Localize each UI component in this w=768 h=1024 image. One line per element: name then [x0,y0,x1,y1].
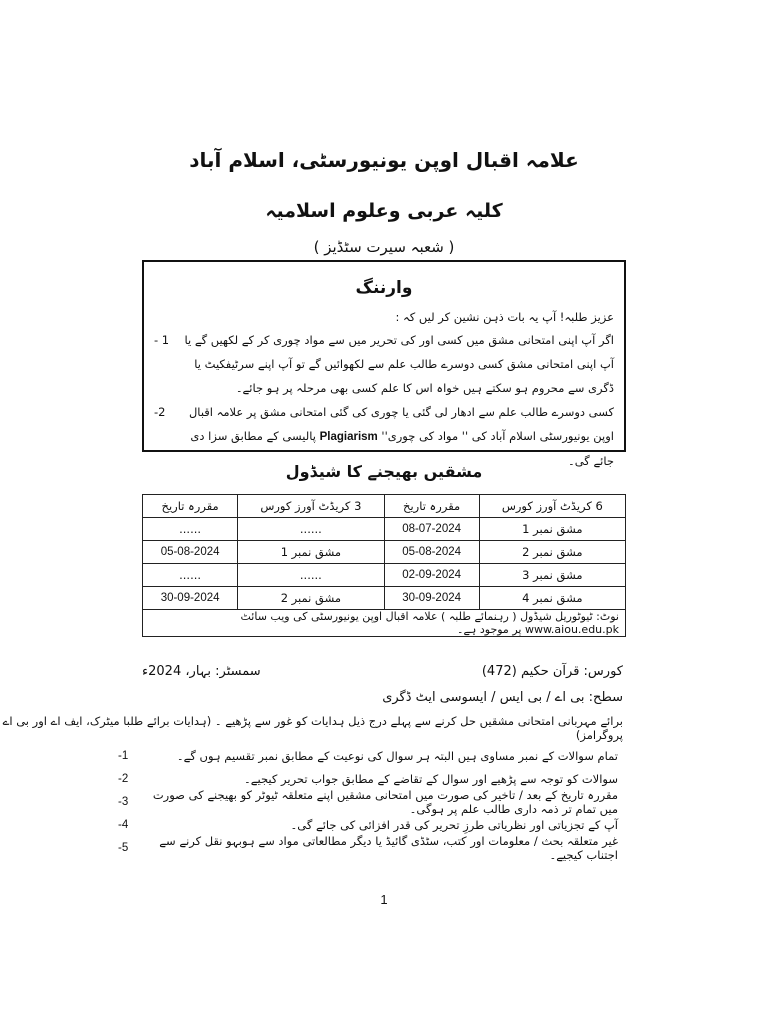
university-title: علامہ اقبال اوپن یونیورسٹی، اسلام آباد [189,148,579,172]
table-cell: ...... [143,518,238,541]
instruction-number: -4 [118,818,129,831]
column-header: 6 کریڈٹ آورز کورس [479,495,625,518]
warning-item-text-after: پالیسی کے مطابق سزا دی جائے گی۔ [190,429,614,468]
table-cell: 05-08-2024 [143,541,238,564]
instruction-text: آپ کے تجزیاتی اور نظریاتی طرزِ تحریر کی قدر افزائی کی جائے گی۔ [290,817,618,832]
list-item [118,744,618,767]
table-cell: مشق نمبر 1 [479,518,625,541]
warning-item-number: - 1 [154,333,170,347]
warning-item-1 [154,328,614,400]
table-header-row [143,495,626,518]
column-header: مقررہ تاریخ [143,495,238,518]
table-cell: مشق نمبر 2 [479,541,625,564]
instruction-number: -2 [118,772,129,785]
schedule-note: نوٹ: ٹیوٹوریل شیڈول ( رہنمائے طلبہ ) علامہ اقبال اوپن یونیورسٹی کی ویب سائٹ www.aiou.edu.pk پر موجود ہے۔ [143,610,626,637]
warning-intro: عزیز طلبہ! آپ یہ بات ذہن نشین کر لیں کہ : [395,310,614,324]
table-cell: 02-09-2024 [384,564,479,587]
page-number: 1 [380,892,388,907]
table-cell: 30-09-2024 [143,587,238,610]
schedule-title: مشقیں بھیجنے کا شیڈول [285,462,483,481]
column-header: مقررہ تاریخ [384,495,479,518]
table-cell: ...... [238,518,384,541]
table-row [143,541,626,564]
table-cell: مشق نمبر 2 [238,587,384,610]
warning-title: وارننگ [355,278,413,298]
plagiarism-term: Plagiarism [319,431,378,443]
table-row [143,587,626,610]
warning-box [142,260,626,468]
table-row [143,564,626,587]
list-item [118,833,618,862]
semester-label: سمسٹر: بہار، 2024ء [142,664,261,679]
instruction-text: مقررہ تاریخ کے بعد / تاخیر کی صورت میں امتحانی مشقیں اپنے متعلقہ ٹیوٹر کو بھیجنے کی صورت میں تمام تر ذمہ داری طالب علم پر ہوگی۔ [152,787,618,816]
faculty-title: کلیہ عربی وعلوم اسلامیہ [265,200,503,222]
table-row [143,518,626,541]
table-cell: ...... [143,564,238,587]
table-cell: 30-09-2024 [384,587,479,610]
instruction-text: غیر متعلقہ بحث / معلومات اور کتب، سٹڈی گائیڈ یا دیگر مطالعاتی مواد سے ہوبہو نقل کرنے سے اجتناب کیجیے۔ [159,833,618,862]
instructions-intro: برائے مہربانی امتحانی مشقیں حل کرنے سے پہلے درج ذیل ہدایات کو غور سے پڑھیے ۔ (ہدایات برائے طلبا میٹرک، ایف اے اور بی اے پروگرامز) [2,714,623,742]
instruction-text: سوالات کو توجہ سے پڑھیے اور سوال کے تقاضے کے مطابق جواب تحریر کیجیے۔ [244,771,618,786]
warning-item-text: اگر آپ اپنی امتحانی مشق میں کسی اور کی تحریر میں سے مواد چوری کر کے لکھیں گے یا آپ اپنی امتحانی مشق کسی دوسرے طالب علم سے لکھوائیں گے تو آپ اپنے سرٹیفکیٹ یا ڈگری سے محروم ہو سکتے ہیں خواہ اس کا علم کسی بھی مرحلہ پر ہو جائے۔ [184,333,614,395]
column-header: 3 کریڈٹ آورز کورس [238,495,384,518]
warning-item-number: -2 [154,405,166,419]
department-title: ( شعبہ سیرت سٹڈیز ) [313,238,455,256]
schedule-table [142,494,626,637]
table-note-row [143,610,626,637]
instruction-number: -3 [118,795,129,808]
list-item [118,787,618,816]
instructions-list [118,744,618,862]
table-cell: مشق نمبر 1 [238,541,384,564]
table-cell: 05-08-2024 [384,541,479,564]
table-cell: ...... [238,564,384,587]
warning-item-text-before: کسی دوسرے طالب علم سے ادھار لی گئی یا چوری کی گئی امتحانی مشق پر علامہ اقبال اوپن یونیورسٹی اسلام آباد کی '' مواد کی چوری'' [188,405,614,443]
table-cell: مشق نمبر 4 [479,587,625,610]
table-cell: 08-07-2024 [384,518,479,541]
instruction-number: -5 [118,841,129,854]
instruction-text: تمام سوالات کے نمبر مساوی ہیں البتہ ہر سوال کی نوعیت کے مطابق نمبر تقسیم ہوں گے۔ [176,748,618,763]
table-cell: مشق نمبر 3 [479,564,625,587]
course-label: کورس: قرآن حکیم (472) [481,664,623,679]
instruction-number: -1 [118,749,129,762]
level-label: سطح: بی اے / بی ایس / ایسوسی ایٹ ڈگری [382,690,623,705]
